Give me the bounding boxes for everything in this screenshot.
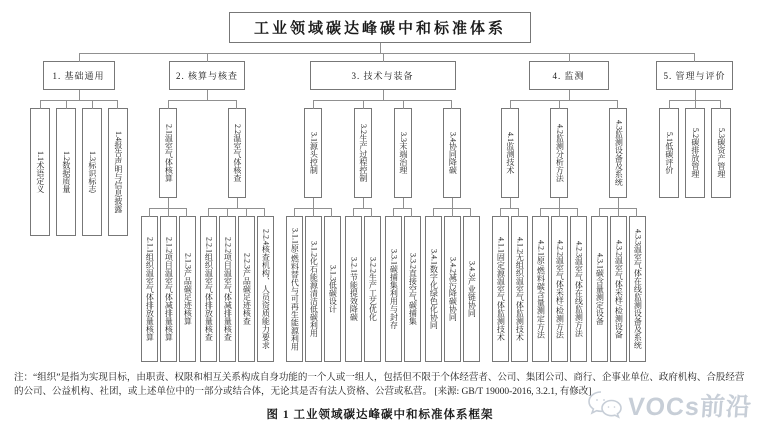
tree-node-2	[169, 61, 245, 90]
tree-node-label-3-4-1: 3.4.1数字化绿色化协同	[429, 249, 439, 329]
tree-node-label-4-3-3: 4.3.3温室气体在线监测设备及系统	[633, 229, 643, 349]
tree-node-4-2-3	[570, 216, 587, 362]
branch-group	[139, 90, 276, 362]
tree-node-label-3-1: 3.1源头控制	[309, 132, 319, 174]
tree-node-3-1-2	[305, 216, 322, 362]
tree-node-4-1-1	[492, 216, 509, 362]
tree-branch-3-3-2	[403, 208, 422, 362]
branch-group	[656, 90, 734, 198]
tree-node-5-3	[711, 108, 731, 198]
tree-node-4-1-2	[511, 216, 528, 362]
tree-node-label-4: 4. 监测	[552, 71, 585, 81]
tree-node-3-3-1	[385, 216, 402, 362]
tree-node-label-1-3: 1.3标识标志	[87, 151, 97, 193]
tree-node-3-1-3	[324, 216, 341, 362]
tree-branch-2-2-1	[199, 208, 218, 362]
tree-node-label-4-3-1: 4.3.1碳含量测定设备	[595, 253, 605, 325]
tree-node-label-3-2-2: 3.2.2生产工艺优化	[368, 257, 378, 321]
tree-node-2-2-2	[219, 216, 236, 362]
tree-node-3-2-1	[345, 216, 362, 362]
tree-branch-4-2	[530, 100, 589, 362]
tree-branch-3-2-1	[344, 208, 363, 362]
tree-node-4-3-2	[610, 216, 627, 362]
tree-node-label-4-3: 4.3监测设备及系统	[614, 120, 624, 186]
tree-node-3-1	[304, 108, 322, 198]
tree-branch-4-1	[490, 100, 530, 362]
tree-node-label-2-2-3: 2.2.3产品碳足迹核查	[242, 253, 252, 325]
tree-node-label-2-1-3: 2.1.3产品碳足迹核算	[183, 253, 193, 325]
tree-node-3-4-3	[463, 216, 480, 362]
tree-node-label-3-3-2: 3.3.2直接空气碳捕集	[408, 253, 418, 325]
tree-node-4-3	[609, 108, 627, 198]
tree-branch-2-1	[139, 100, 198, 362]
tree-branch-3-4	[423, 100, 482, 362]
tree-node-2-2-1	[200, 216, 217, 362]
tree-branch-1-2	[53, 100, 79, 236]
standard-system-tree	[0, 12, 760, 362]
tree-branch-3-4-2	[443, 208, 462, 362]
tree-node-label-2-2-2: 2.2.2项目温室气体减排量核查	[223, 237, 233, 341]
tree-branch-5	[652, 53, 738, 362]
branch-group	[285, 198, 342, 362]
branch-group	[284, 90, 482, 362]
branch-group	[531, 198, 588, 362]
tree-node-label-2: 2. 核算与核查	[175, 71, 238, 81]
tree-branch-1-3	[79, 100, 105, 236]
branch-group	[491, 198, 529, 362]
tree-branch-4-1-2	[510, 208, 529, 362]
tree-branch-1	[23, 53, 135, 362]
watermark-text: VOCs前沿	[626, 393, 753, 421]
tree-node-3-4-1	[425, 216, 442, 362]
tree-branch-4-2-3	[569, 208, 588, 362]
tree-node-label-4-2-2: 4.2.2温室气体采样/检测方法	[555, 239, 565, 339]
tree-node-3-4-2	[444, 216, 461, 362]
tree-node-2-1-2	[160, 216, 177, 362]
tree-node-label-3: 3. 技术与装备	[351, 71, 414, 81]
tree-node-label-4-1: 4.1监测技术	[505, 132, 515, 174]
tree-node-label-4-2: 4.2监测分析方法	[555, 124, 565, 182]
tree-node-label-1-2: 1.2数据质量	[61, 151, 71, 193]
tree-node-1	[43, 61, 115, 90]
tree-branch-2-2-4	[256, 208, 275, 362]
tree-branch-4-3	[589, 100, 648, 362]
tree-node-label-3-1-3: 3.1.3低碳设计	[328, 265, 338, 313]
tree-branch-2-2-3	[237, 208, 256, 362]
tree-node-label-4-2-3: 4.2.3温室气体在线监测方法	[574, 241, 584, 337]
tree-branch-4	[486, 53, 652, 362]
tree-node-label-3-3: 3.3末端治理	[398, 132, 408, 174]
tree-node-3-3-2	[404, 216, 421, 362]
tree-branch-5-1	[656, 100, 682, 198]
tree-node-label-1-1: 1.1术语定义	[35, 151, 45, 193]
branch-group	[490, 90, 648, 362]
tree-node-3-2	[354, 108, 372, 198]
tree-node-4	[529, 61, 609, 90]
tree-node-label-2-2-4: 2.2.4核查机构、人员资质能力要求	[261, 229, 271, 349]
tree-node-label-1: 1. 基础通用	[52, 71, 105, 81]
tree-branch-2	[135, 53, 280, 362]
tree-branch-1-4	[105, 100, 131, 236]
tree-branch-3-4-3	[462, 208, 481, 362]
tree-node-label-3-4-2: 3.4.2减污降碳协同	[448, 257, 458, 321]
tree-branch-4-3-1	[590, 208, 609, 362]
tree-branch-2-1-3	[178, 208, 197, 362]
tree-node-label-4-3-2: 4.3.2温室气体采样/检测设备	[614, 239, 624, 339]
tree-node-4-1	[501, 108, 519, 198]
tree-branch-3	[280, 53, 486, 362]
tree-node-3-2-2	[364, 216, 381, 362]
branch-group	[23, 43, 738, 362]
tree-branch-3-1-2	[304, 208, 323, 362]
tree-node-4-2	[550, 108, 568, 198]
tree-node-4-2-2	[551, 216, 568, 362]
branch-group	[590, 198, 647, 362]
tree-node-2-1-1	[141, 216, 158, 362]
tree-node-label-5-1: 5.1低碳评价	[664, 132, 674, 174]
tree-branch-4-1-1	[491, 208, 510, 362]
tree-node-4-3-3	[629, 216, 646, 362]
tree-node-label-5: 5. 管理与评价	[663, 71, 726, 81]
tree-branch-2-2	[198, 100, 276, 362]
tree-branch-4-3-2	[609, 208, 628, 362]
footnote: 注：“组织”是指为实现目标，由职责、权限和相互关系构成自身功能的一个人或一组人，包括但不限于个体经营者、公司、集团公司、商行、企事业单位、政府机构、合股经营的公司、公益机构、社团，或上述单位中的一部分或结合体，无论其是否有法人资格、公营或私营。 [来源: GB/T 19000-2016, 3.2.1, 有修改]	[14, 373, 745, 397]
tree-node-5	[656, 61, 732, 90]
tree-branch-3-3	[383, 100, 423, 362]
tree-node-4-2-1	[532, 216, 549, 362]
tree-branch-3-4-1	[424, 208, 443, 362]
tree-branch-4-2-1	[531, 208, 550, 362]
tree-node-2-2	[228, 108, 246, 198]
tree-node-label-3-2: 3.2生产过程控制	[358, 124, 368, 182]
tree-node-label-2-2-1: 2.2.1组织温室气体排放量核查	[204, 237, 214, 341]
tree-node-5-2	[685, 108, 705, 198]
tree-node-label-2-2: 2.2温室气体核查	[232, 124, 242, 182]
tree-branch-3-1-1	[285, 208, 304, 362]
tree-branch-2-1-1	[140, 208, 159, 362]
tree-branch-3-1	[284, 100, 343, 362]
tree-node-label-4-1-2: 4.1.2无组织温室气体监测技术	[515, 237, 525, 341]
tree-node-label-3-4: 3.4协同降碳	[448, 132, 458, 174]
tree-node-3-1-1	[286, 216, 303, 362]
tree-node-5-1	[659, 108, 679, 198]
tree-node-3-3	[394, 108, 412, 198]
tree-node-3	[310, 61, 456, 90]
tree-branch-3-2	[343, 100, 383, 362]
figure-caption: 图 1 工业领域碳达峰碳中和标准体系框架	[266, 408, 494, 421]
branch-group	[344, 198, 382, 362]
tree-node-3-4	[443, 108, 461, 198]
tree-node-label-4-1-1: 4.1.1固定源温室气体监测技术	[496, 237, 506, 341]
tree-node-4-3-1	[591, 216, 608, 362]
branch-group	[424, 198, 481, 362]
tree-node-1-2	[56, 108, 76, 236]
tree-node-2-2-3	[238, 216, 255, 362]
tree-node-label-4-2-1: 4.2.1原/燃料碳含量测定方法	[536, 239, 546, 339]
branch-group	[199, 198, 275, 362]
tree-node-label-3-2-1: 3.2.1节能提效降碳	[349, 257, 359, 321]
tree-node-2-2-4	[257, 216, 274, 362]
tree-node-label-5-3: 5.3碳资产管理	[716, 128, 726, 178]
tree-node-label-3-1-2: 3.1.2化石能源清洁低碳利用	[309, 241, 319, 337]
tree-node-label-2-1: 2.1温室气体核算	[164, 124, 174, 182]
watermark	[587, 387, 752, 423]
tree-node-label-3-3-1: 3.3.1碳捕集利用与封存	[389, 249, 399, 329]
wechat-icon	[587, 390, 623, 420]
tree-node-label-2-1-2: 2.1.2项目温室气体减排量核算	[164, 237, 174, 341]
tree-branch-2-2-2	[218, 208, 237, 362]
tree-node-label-5-2: 5.2碳排放管理	[690, 128, 700, 178]
tree-branch-3-2-2	[363, 208, 382, 362]
tree-node-1-1	[30, 108, 50, 236]
tree-node-label-3-1-1: 3.1.1原/燃料替代与可再生能源利用	[290, 227, 300, 351]
branch-group	[384, 198, 422, 362]
root-title: 工业领域碳达峰碳中和标准体系	[229, 12, 531, 43]
tree-branch-4-2-2	[550, 208, 569, 362]
tree-branch-3-3-1	[384, 208, 403, 362]
tree-branch-5-2	[682, 100, 708, 198]
tree-node-label-2-1-1: 2.1.1组织温室气体排放量核算	[145, 237, 155, 341]
tree-branch-3-1-3	[323, 208, 342, 362]
tree-node-label-3-4-3: 3.4.3产业链协同	[467, 261, 477, 317]
tree-node-2-1	[159, 108, 177, 198]
tree-node-2-1-3	[179, 216, 196, 362]
branch-group	[27, 90, 131, 236]
tree-branch-1-1	[27, 100, 53, 236]
tree-branch-2-1-2	[159, 208, 178, 362]
branch-group	[140, 198, 197, 362]
tree-node-1-4	[108, 108, 128, 236]
tree-node-1-3	[82, 108, 102, 236]
tree-branch-5-3	[708, 100, 734, 198]
tree-node-label-1-4: 1.4报告声明与信息披露	[113, 131, 123, 213]
tree-branch-4-3-3	[628, 208, 647, 362]
